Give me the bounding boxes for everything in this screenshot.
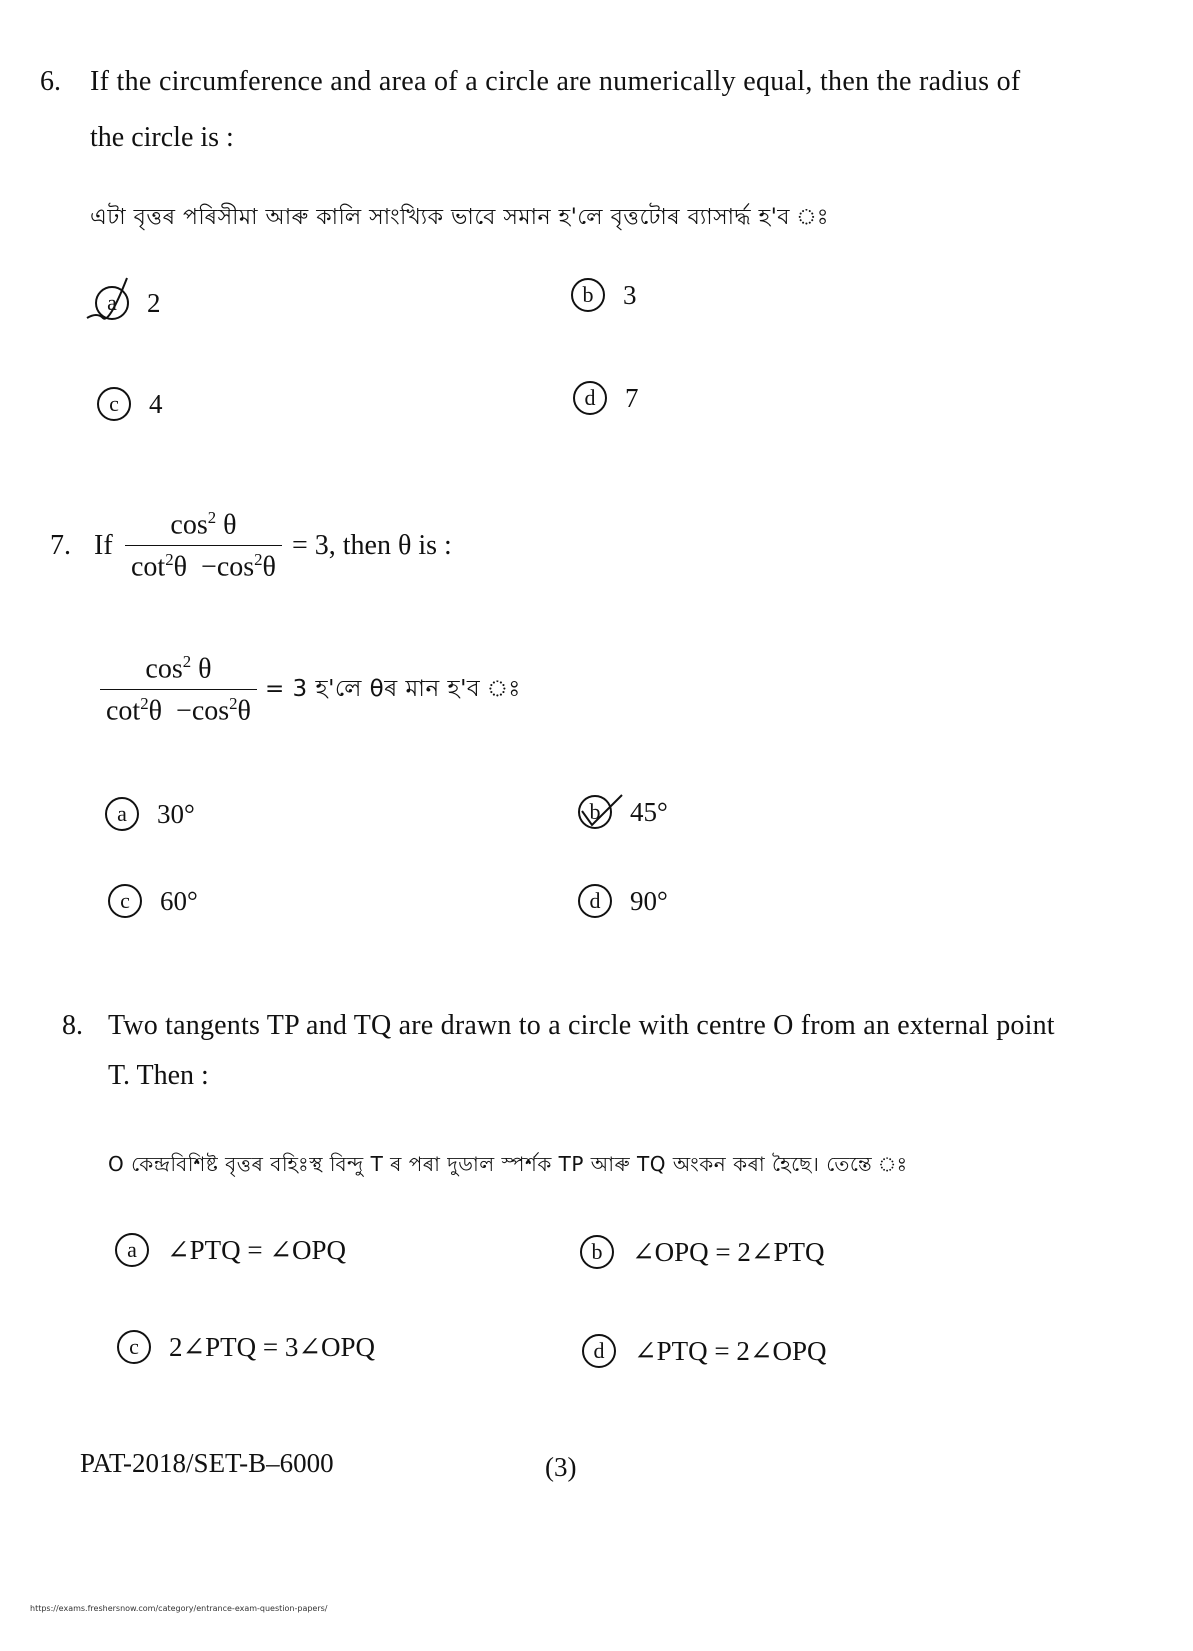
q6-option-a[interactable]: [95, 286, 161, 320]
q6-option-d-value: 7: [625, 382, 639, 413]
q7-rhs-en: = 3, then θ is :: [291, 529, 452, 561]
option-a-circle: a: [95, 286, 129, 320]
footer-code: PAT-2018/SET-B–6000: [80, 1448, 334, 1478]
q8-option-a-value: ∠PTQ = ∠OPQ: [167, 1234, 346, 1265]
q7-fraction-bn: $\frac{\cos^2 \theta}{\cot^2\theta -\cos^2\theta}$: [100, 652, 257, 728]
option-c-circle: c: [108, 884, 142, 918]
q8-number: 8.: [62, 1010, 83, 1041]
option-d-circle: d: [582, 1334, 616, 1368]
q6-text-line1: If the circumference and area of a circle are numerically equal, then the radius of: [90, 66, 1021, 97]
q6-number: 6.: [40, 66, 61, 97]
option-b-circle: b: [580, 1235, 614, 1269]
q7-fraction: $\frac{\cos^2 \theta}{\cot^2\theta -\cos^2\theta}$: [125, 508, 282, 584]
q7-option-b-value: 45°: [630, 796, 668, 827]
q7-option-d-value: 90°: [630, 885, 668, 916]
q7-option-c-value: 60°: [160, 885, 198, 916]
option-a-circle: a: [115, 1233, 149, 1267]
q6-option-c-value: 4: [149, 388, 163, 419]
option-d-circle: d: [573, 381, 607, 415]
option-b-circle: b: [571, 278, 605, 312]
q6-option-a-value: 2: [147, 287, 161, 318]
option-b-circle: b: [578, 795, 612, 829]
option-d-circle: d: [578, 884, 612, 918]
source-url[interactable]: https://exams.freshersnow.com/category/entrance-exam-question-papers/: [30, 1604, 328, 1613]
q8-option-c[interactable]: [117, 1330, 375, 1364]
q8-text-line2: T. Then :: [108, 1060, 209, 1091]
q6-text-bn: এটা বৃত্তৰ পৰিসীমা আৰু কালি সাংখ্যিক ভাবে সমান হ'লে বৃত্তটোৰ ব্যাসাৰ্দ্ধ হ'ব ঃ: [90, 205, 829, 230]
q7-option-c[interactable]: [108, 884, 198, 918]
page-number: (3): [545, 1452, 577, 1482]
q8-option-b-value: ∠OPQ = 2∠PTQ: [632, 1236, 825, 1267]
option-c-circle: c: [97, 387, 131, 421]
q6-option-b[interactable]: [571, 278, 637, 312]
q7-option-a-value: 30°: [157, 798, 195, 829]
q6-text-line2: the circle is :: [90, 122, 234, 153]
option-a-circle: a: [105, 797, 139, 831]
q8-option-a[interactable]: [115, 1233, 346, 1267]
q7-option-b[interactable]: [578, 795, 668, 829]
q8-option-c-value: 2∠PTQ = 3∠OPQ: [169, 1331, 375, 1362]
q7-number: 7.: [50, 530, 71, 561]
q7-equation-bn: [100, 652, 521, 728]
q8-option-b[interactable]: [580, 1235, 825, 1269]
option-c-circle: c: [117, 1330, 151, 1364]
q8-option-d-value: ∠PTQ = 2∠OPQ: [634, 1335, 827, 1366]
q6-option-d[interactable]: [573, 381, 639, 415]
q7-option-d[interactable]: [578, 884, 668, 918]
q8-text-bn: O কেন্দ্ৰবিশিষ্ট বৃত্তৰ বহিঃস্থ বিন্দু T ৰ পৰা দুডাল স্পৰ্শক TP আৰু TQ অংকন কৰা হৈছে। তেন্তে ঃ: [108, 1152, 908, 1176]
q7-equation: [125, 508, 452, 584]
q7-rhs-bn: = 3 হ'লে θৰ মান হ'ব ঃ: [264, 676, 521, 703]
q7-if-word: If: [94, 530, 113, 561]
q6-option-b-value: 3: [623, 279, 637, 310]
q8-text-line1: Two tangents TP and TQ are drawn to a circle with centre O from an external point: [108, 1010, 1055, 1041]
q8-option-d[interactable]: [582, 1334, 827, 1368]
q7-option-a[interactable]: [105, 797, 195, 831]
q6-option-c[interactable]: [97, 387, 163, 421]
